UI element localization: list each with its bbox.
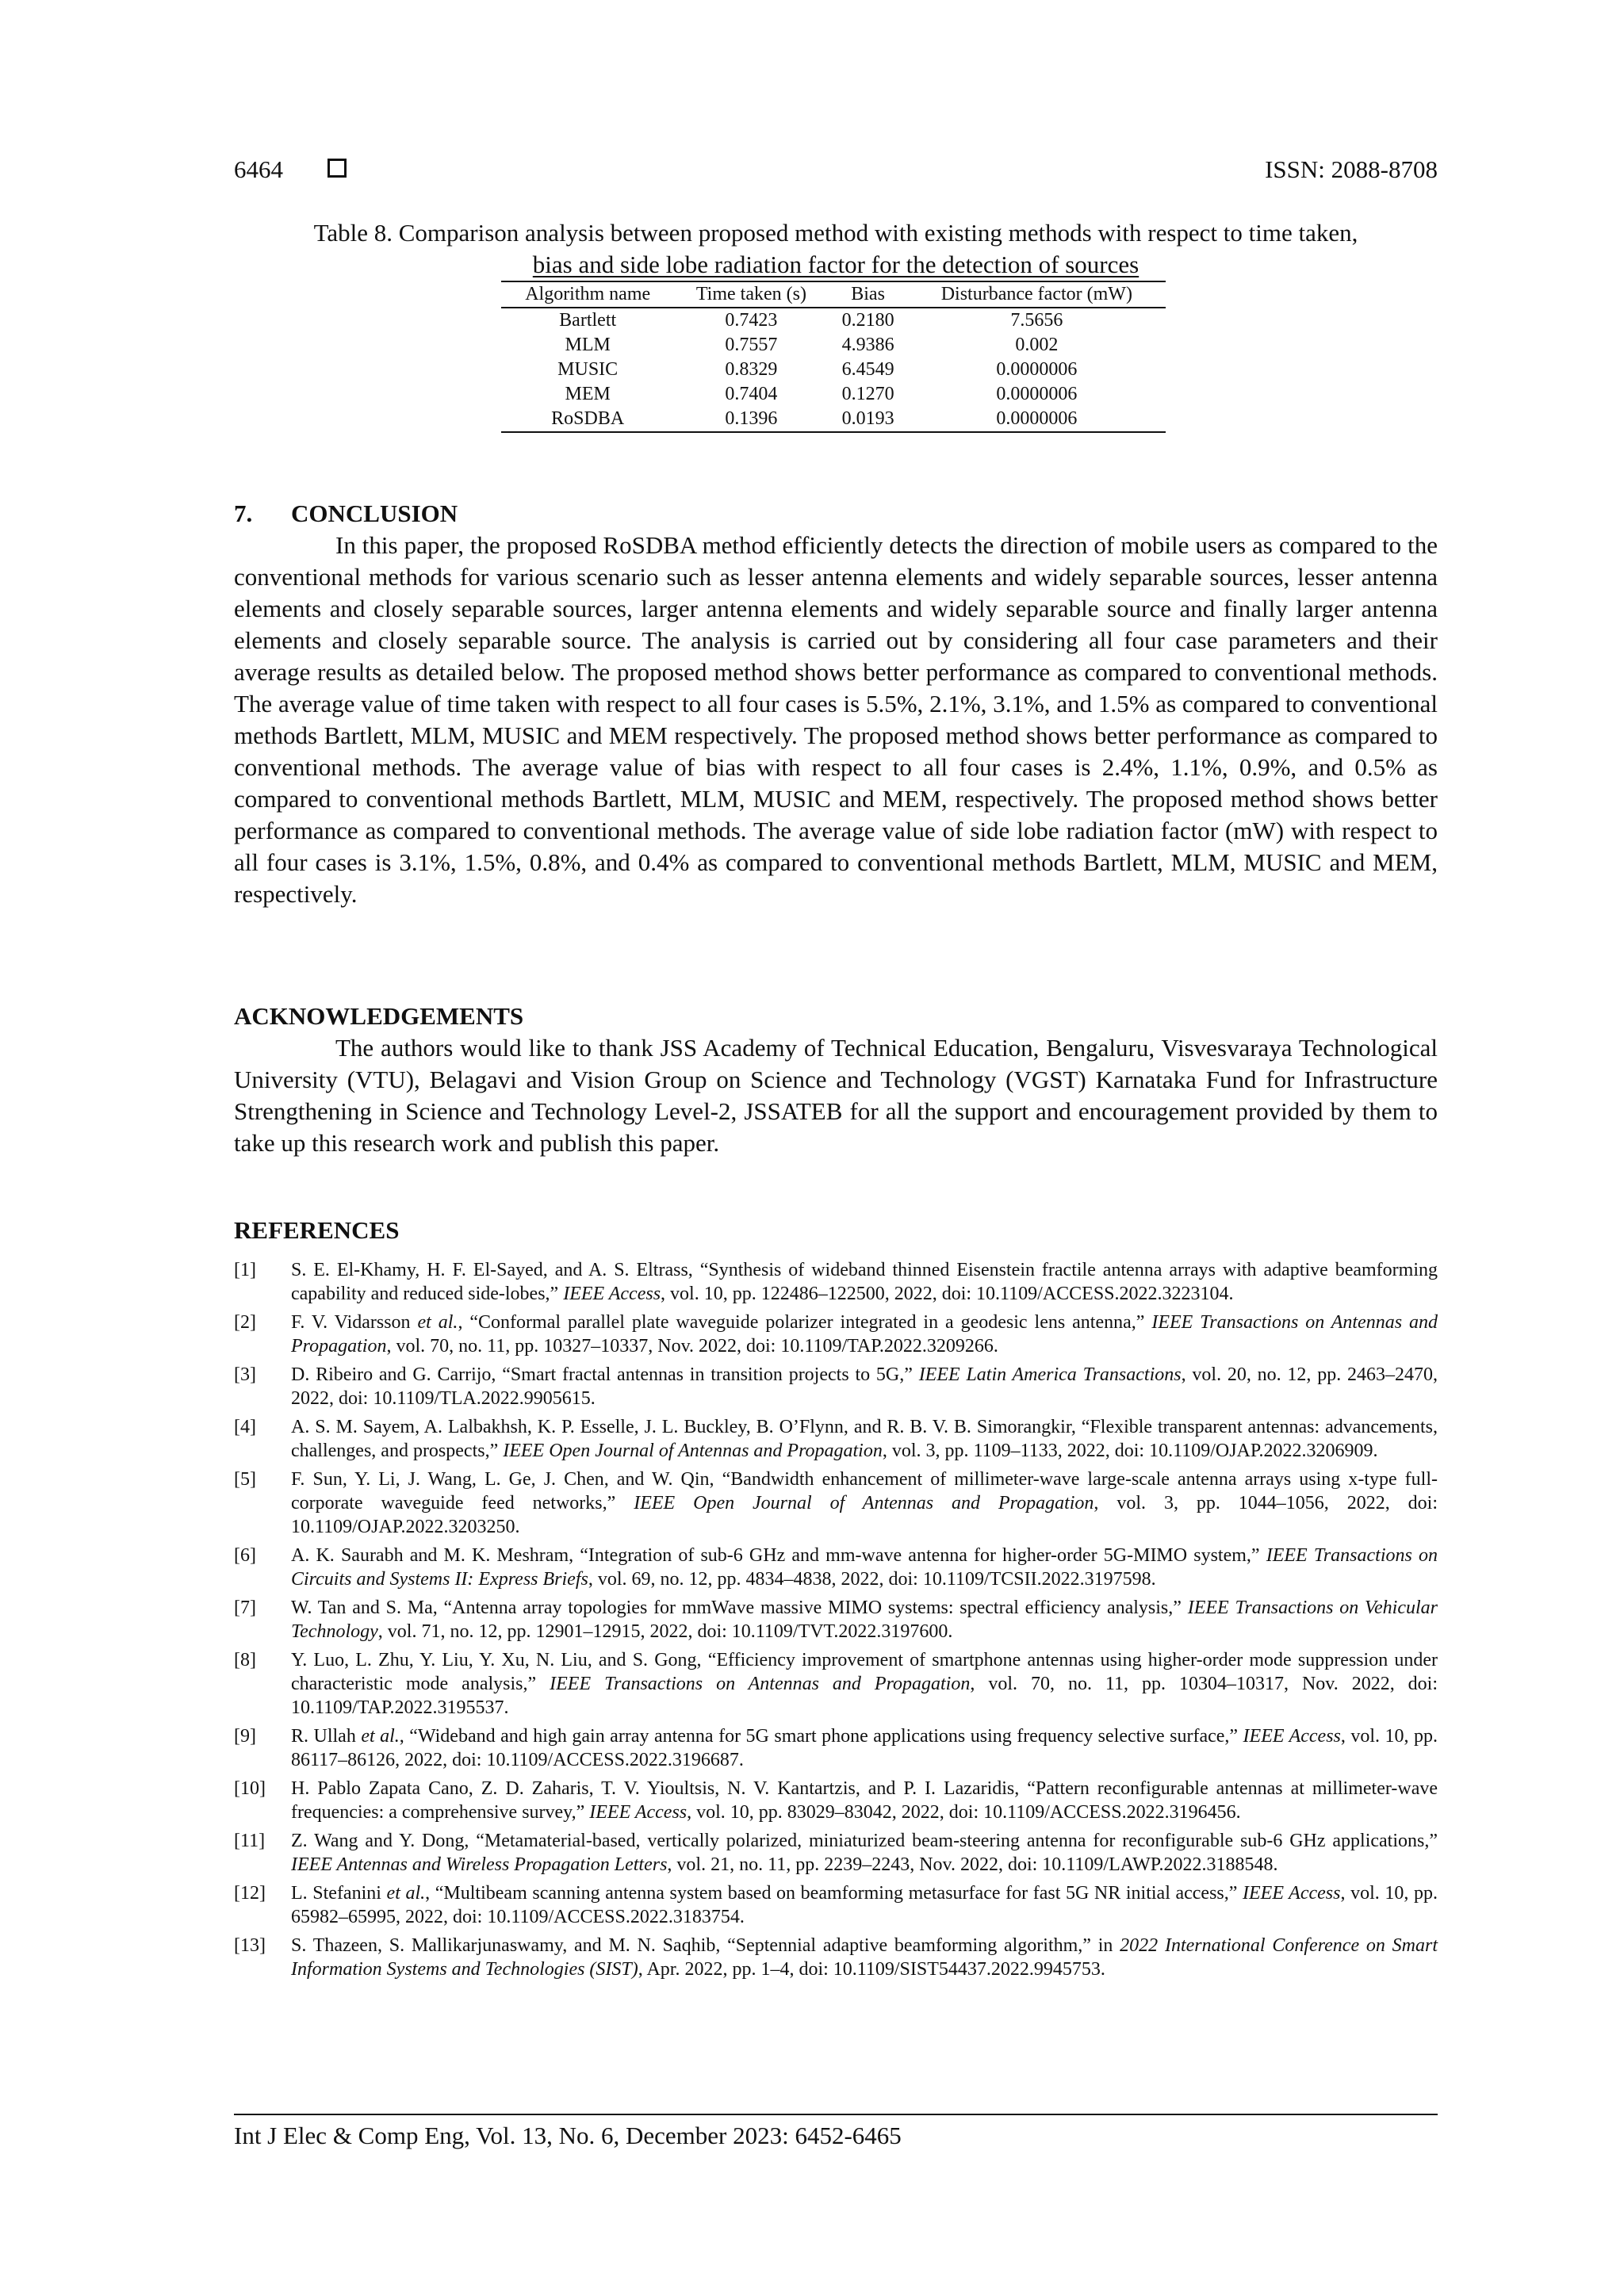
reference-list — [234, 1258, 1438, 1986]
reference-venue: IEEE Latin America Transactions — [918, 1364, 1182, 1385]
reference-number: [2] — [234, 1312, 256, 1333]
section-title: CONCLUSION — [291, 499, 458, 527]
reference-number: [11] — [234, 1831, 266, 1851]
reference-number: [13] — [234, 1935, 266, 1956]
reference-pre: D. Ribeiro and G. Carrijo, “Smart fractal antennas in transition projects to 5G,” — [291, 1364, 919, 1385]
reference-etal: et al. — [361, 1726, 400, 1747]
reference-pre: W. Tan and S. Ma, “Antenna array topologies for mmWave massive MIMO systems: spectral efficiency analysis,” — [291, 1598, 1188, 1618]
table-cell: 0.1270 — [841, 384, 894, 404]
reference-venue: IEEE Transactions on Antennas and Propagation — [550, 1674, 971, 1694]
reference-number: [10] — [234, 1778, 266, 1799]
reference-number: [5] — [234, 1469, 256, 1490]
reference-post: , vol. 3, pp. 1044–1056, 2022, doi: 10.1109/OJAP.2022.3203250. — [291, 1493, 1438, 1537]
reference-venue: IEEE Antennas and Wireless Propagation Letters — [291, 1854, 668, 1875]
table-cell: 0.0193 — [828, 407, 907, 432]
reference-number: [8] — [234, 1650, 256, 1670]
reference-venue: IEEE Access — [563, 1284, 661, 1304]
reference-post: , vol. 70, no. 11, pp. 10304–10317, Nov. 2022, doi: 10.1109/TAP.2022.3195537. — [291, 1674, 1438, 1718]
reference-venue: IEEE Access — [589, 1802, 688, 1823]
reference-post: , vol. 69, no. 12, pp. 4834–4838, 2022, doi: 10.1109/TCSII.2022.3197598. — [588, 1569, 1156, 1590]
table-cell: 0.7557 — [725, 335, 778, 355]
reference-post: , vol. 10, pp. 83029–83042, 2022, doi: 10.1109/ACCESS.2022.3196456. — [687, 1802, 1241, 1823]
reference-number: [9] — [234, 1726, 256, 1747]
page-header — [234, 155, 1438, 187]
table-cell: 0.7423 — [725, 310, 778, 331]
table-row — [501, 407, 1166, 432]
col-header-time: Time taken (s) — [674, 281, 828, 308]
reference-post: , vol. 20, no. 12, pp. 2463–2470, 2022, doi: 10.1109/TLA.2022.9905615. — [291, 1364, 1438, 1409]
reference-venue: IEEE Transactions on Vehicular Technology — [291, 1598, 1438, 1642]
reference-number: [3] — [234, 1364, 256, 1385]
table-cell: 0.7404 — [725, 384, 778, 404]
table-cell: 0.2180 — [841, 310, 894, 331]
table-cell: 0.0000006 — [996, 384, 1078, 404]
reference-post: , vol. 10, pp. 65982–65995, 2022, doi: 10.1109/ACCESS.2022.3183754. — [291, 1883, 1438, 1927]
table-row — [501, 382, 1166, 407]
reference-venue: IEEE Access — [1243, 1726, 1341, 1747]
conclusion-section — [234, 498, 1438, 910]
conclusion-paragraph: In this paper, the proposed RoSDBA method efficiently detects the direction of mobile users as compared to the conventional methods for various scenario such as lesser antenna elements and widely separable sources, lesser antenna elements and closely separable sources, larger antenna elements and widely separable source and finally larger antenna elements and closely separable source. The analysis is carried out by considering all four case parameters and their average results as detailed below. The proposed method shows better performance as compared to conventional methods. The average value of time taken with respect to all four cases is 5.5%, 2.1%, 3.1%, and 1.5% as compared to conventional methods Bartlett, MLM, MUSIC and MEM respectively. The proposed method shows better performance as compared to conventional methods. The average value of bias with respect to all four cases is 2.4%, 1.1%, 0.9%, and 0.5% as compared to conventional methods Bartlett, MLM, MUSIC and MEM, respectively. The proposed method shows better performance as compared to conventional methods. The average value of side lobe radiation factor (mW) with respect to all four cases is 3.1%, 1.5%, 0.8%, and 0.4% as compared to conventional methods Bartlett, MLM, MUSIC and MEM, respectively. — [234, 531, 1438, 908]
reference-item — [234, 1415, 1438, 1463]
reference-item — [234, 1829, 1438, 1877]
table-row — [501, 333, 1166, 358]
table-caption — [234, 217, 1438, 281]
reference-item — [234, 1777, 1438, 1824]
reference-venue: IEEE Open Journal of Antennas and Propagation — [503, 1441, 883, 1461]
reference-item — [234, 1363, 1438, 1410]
reference-pre: R. Ullah — [291, 1726, 362, 1747]
section-number: 7. — [234, 499, 253, 527]
footer-rule — [234, 2114, 1438, 2115]
table-cell: 4.9386 — [841, 335, 894, 355]
table-cell: 0.8329 — [725, 359, 778, 380]
table-cell: 6.4549 — [841, 359, 894, 380]
reference-venue: IEEE Transactions on Circuits and Systems II: Express Briefs — [291, 1545, 1438, 1590]
reference-number: [1] — [234, 1260, 256, 1280]
references-heading-block — [234, 1215, 1438, 1246]
reference-item — [234, 1311, 1438, 1358]
reference-etal: et al. — [417, 1312, 458, 1333]
reference-item — [234, 1468, 1438, 1539]
reference-pre: S. E. El-Khamy, H. F. El-Sayed, and A. S. Eltrass, “Synthesis of wideband thinned Eisenstein fractile antenna arrays with adaptive beamforming capability and reduced side-lobes,” — [291, 1260, 1438, 1304]
table-cell: RoSDBA — [501, 407, 674, 432]
reference-pre: Z. Wang and Y. Dong, “Metamaterial-based, vertically polarized, miniaturized beam-steering antenna for reconfigurable sub-6 GHz applications,” — [291, 1831, 1438, 1851]
table-cell: 7.5656 — [1010, 310, 1063, 331]
reference-pre: F. V. Vidarsson — [291, 1312, 418, 1333]
table-header-row — [501, 281, 1166, 308]
reference-post: , vol. 10, pp. 122486–122500, 2022, doi: 10.1109/ACCESS.2022.3223104. — [661, 1284, 1234, 1304]
reference-venue: 2022 International Conference on Smart Information Systems and Technologies (SIST) — [291, 1935, 1438, 1980]
reference-item — [234, 1724, 1438, 1772]
table-cell: 0.0000006 — [908, 407, 1166, 432]
reference-number: [4] — [234, 1417, 256, 1437]
table-cell: 0.002 — [1015, 335, 1059, 355]
reference-pre: S. Thazeen, S. Mallikarjunaswamy, and M. N. Saqhib, “Septennial adaptive beamforming algorithm,” in — [291, 1935, 1120, 1956]
reference-venue: IEEE Access — [1243, 1883, 1341, 1904]
reference-pre: A. S. M. Sayem, A. Lalbakhsh, K. P. Esselle, J. L. Buckley, B. O’Flynn, and R. B. V. B. Simorangkir, “Flexible transparent antennas: advancements, challenges, and prospects,” — [291, 1417, 1438, 1461]
reference-post: , vol. 70, no. 11, pp. 10327–10337, Nov. 2022, doi: 10.1109/TAP.2022.3209266. — [386, 1336, 998, 1357]
reference-venue: IEEE Open Journal of Antennas and Propagation — [634, 1493, 1094, 1513]
table-cell: 0.0000006 — [996, 359, 1078, 380]
reference-pre: L. Stefanini — [291, 1883, 387, 1904]
reference-pre: Y. Luo, L. Zhu, Y. Liu, Y. Xu, N. Liu, and S. Gong, “Efficiency improvement of smartphone antennas using higher-order mode suppression under characteristic mode analysis,” — [291, 1650, 1438, 1694]
reference-mid: , “Multibeam scanning antenna system based on beamforming metasurface for fast 5G NR initial access,” — [425, 1883, 1243, 1904]
reference-item — [234, 1258, 1438, 1306]
table-cell: Bartlett — [559, 310, 617, 331]
reference-number: [6] — [234, 1545, 256, 1566]
reference-post: , vol. 21, no. 11, pp. 2239–2243, Nov. 2022, doi: 10.1109/LAWP.2022.3188548. — [667, 1854, 1278, 1875]
acknowledgements-paragraph: The authors would like to thank JSS Academy of Technical Education, Bengaluru, Visvesvaraya Technological University (VTU), Belagavi and Vision Group on Science and Technology (VGST) Karnataka Fund for Infrastructure Strengthening in Science and Technology Level-2, JSSATEB for all the support and encouragement provided by them to take up this research work and publish this paper. — [234, 1034, 1438, 1157]
reference-post: , Apr. 2022, pp. 1–4, doi: 10.1109/SIST54437.2022.9945753. — [638, 1959, 1105, 1980]
page-footer: Int J Elec & Comp Eng, Vol. 13, No. 6, December 2023: 6452-6465 — [234, 2122, 902, 2149]
table-caption-line2: bias and side lobe radiation factor for the detection of sources — [532, 251, 1139, 278]
reference-etal: et al. — [386, 1883, 426, 1904]
col-header-disturbance: Disturbance factor (mW) — [908, 281, 1166, 308]
reference-post: , vol. 10, pp. 86117–86126, 2022, doi: 10.1109/ACCESS.2022.3196687. — [291, 1726, 1438, 1770]
reference-mid: , “Conformal parallel plate waveguide polarizer integrated in a geodesic lens antenna,” — [458, 1312, 1152, 1333]
reference-item — [234, 1934, 1438, 1981]
table-row — [501, 308, 1166, 333]
table-cell: MLM — [565, 335, 611, 355]
reference-item — [234, 1596, 1438, 1644]
references-heading: REFERENCES — [234, 1216, 400, 1244]
reference-item — [234, 1544, 1438, 1591]
acknowledgements-heading: ACKNOWLEDGEMENTS — [234, 1002, 524, 1030]
col-header-bias: Bias — [828, 281, 907, 308]
reference-number: [7] — [234, 1598, 256, 1618]
reference-pre: H. Pablo Zapata Cano, Z. D. Zaharis, T. V. Yioultsis, N. V. Kantartzis, and P. I. Lazaridis, “Pattern reconfigurable antennas at millimeter-wave frequencies: a comprehensive survey,” — [291, 1778, 1438, 1823]
table-cell: MUSIC — [557, 359, 619, 380]
conclusion-heading — [234, 498, 1438, 530]
reference-pre: A. K. Saurabh and M. K. Meshram, “Integration of sub-6 GHz and mm-wave antenna for higher-order 5G-MIMO system,” — [291, 1545, 1266, 1566]
reference-pre: F. Sun, Y. Li, J. Wang, L. Ge, J. Chen, and W. Qin, “Bandwidth enhancement of millimeter-wave large-scale antenna arrays using x-type full-corporate waveguide feed networks,” — [291, 1469, 1438, 1513]
acknowledgements-section — [234, 1001, 1438, 1159]
table-cell: MEM — [565, 384, 611, 404]
reference-venue: IEEE Transactions on Antennas and Propagation — [291, 1312, 1438, 1357]
reference-item — [234, 1881, 1438, 1929]
reference-post: , vol. 71, no. 12, pp. 12901–12915, 2022, doi: 10.1109/TVT.2022.3197600. — [377, 1621, 953, 1642]
comparison-table — [501, 281, 1166, 433]
reference-post: , vol. 3, pp. 1109–1133, 2022, doi: 10.1109/OJAP.2022.3206909. — [882, 1441, 1378, 1461]
page-number: 6464 — [234, 155, 283, 183]
table-row — [501, 358, 1166, 382]
square-bullet-icon — [327, 159, 347, 178]
table-caption-line1: Table 8. Comparison analysis between proposed method with existing methods with respect to time taken, — [313, 219, 1358, 247]
reference-mid: , “Wideband and high gain array antenna for 5G smart phone applications using frequency selective surface,” — [399, 1726, 1243, 1747]
reference-number: [12] — [234, 1883, 266, 1904]
issn-label: ISSN: 2088-8708 — [1265, 155, 1438, 183]
table-cell: 0.1396 — [674, 407, 828, 432]
col-header-algorithm: Algorithm name — [501, 281, 674, 308]
reference-item — [234, 1648, 1438, 1720]
